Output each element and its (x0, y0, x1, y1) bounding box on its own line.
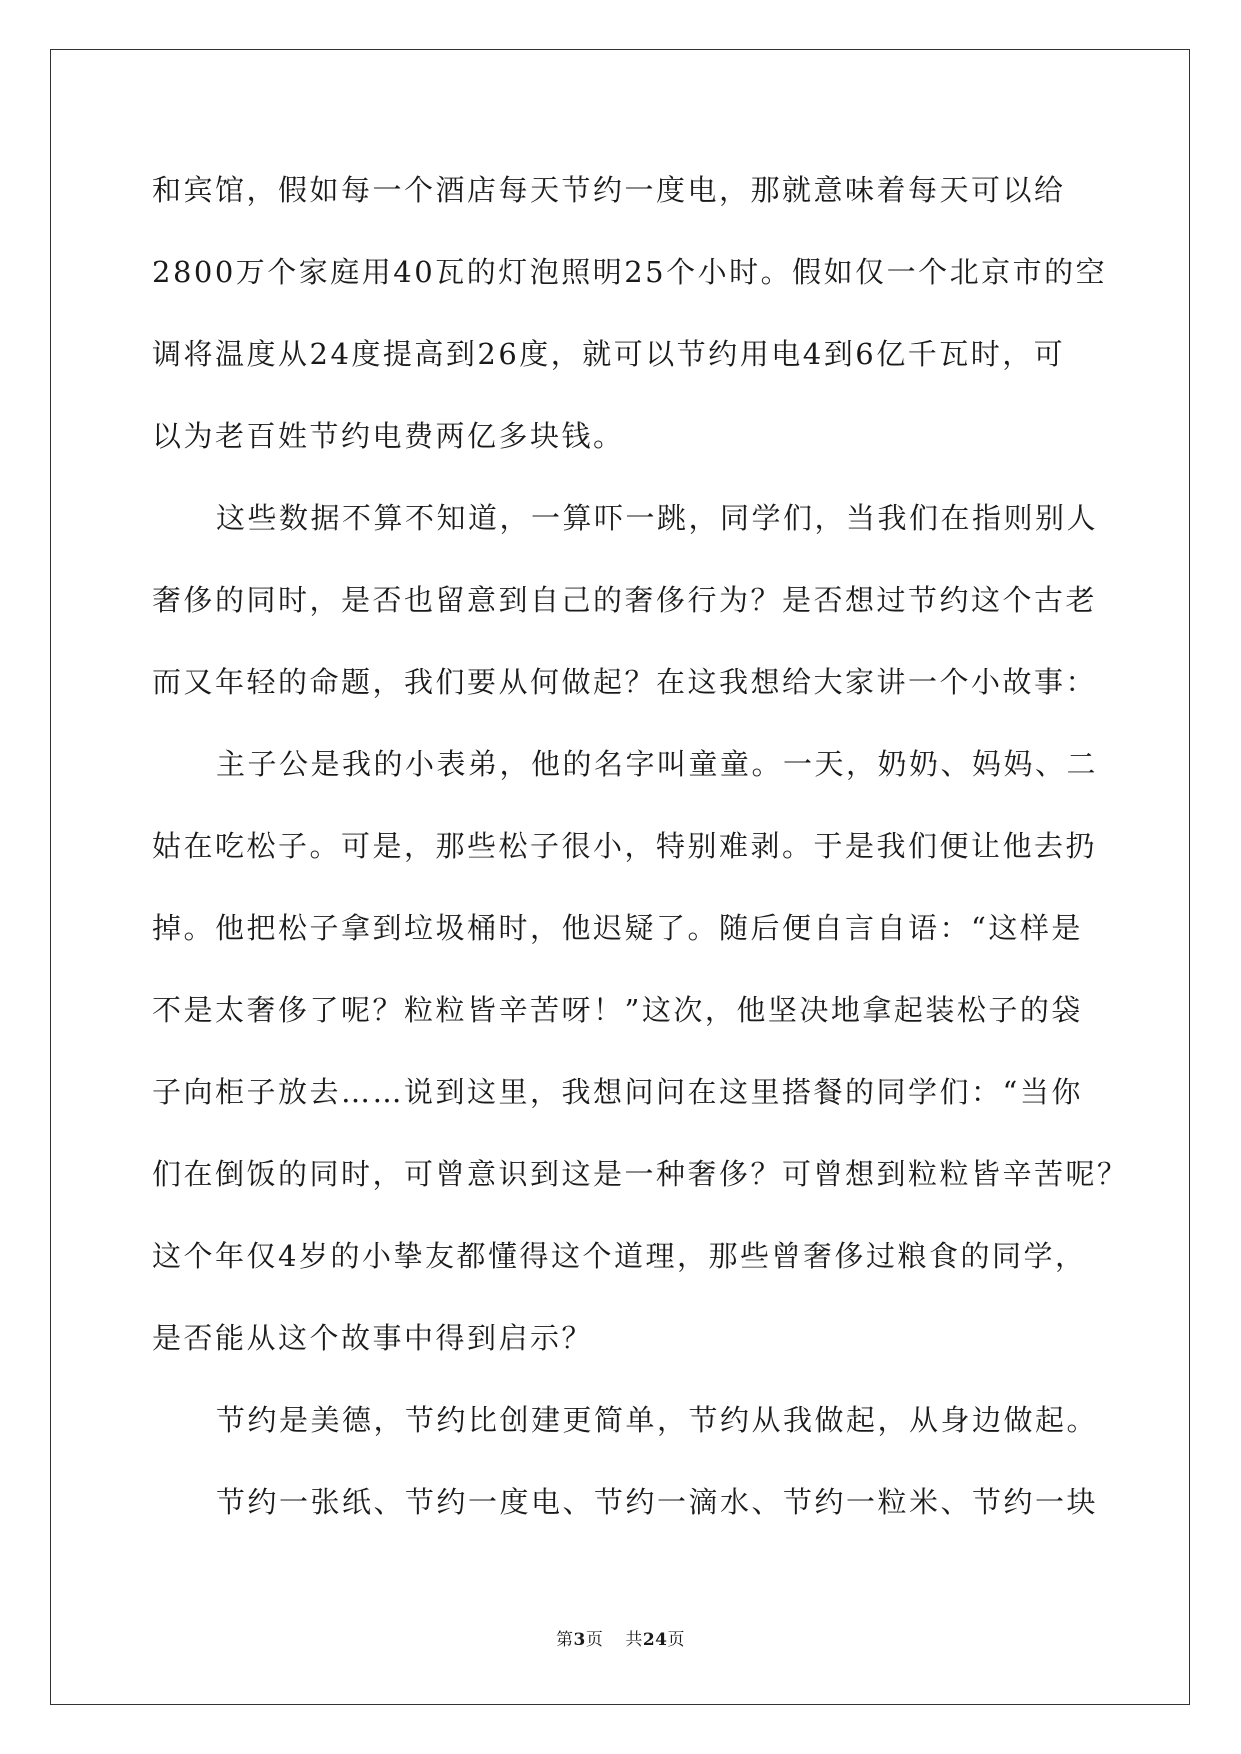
paragraph-start-line: 这些数据不算不知道，一算吓一跳，同学们，当我们在指则别人 (216, 501, 1099, 535)
text-line: 不是太奢侈了呢？粒粒皆辛苦呀！”这次，他坚决地拿起装松子的袋 (152, 993, 1083, 1027)
text-line: 是否能从这个故事中得到启示？ (152, 1321, 594, 1355)
document-body (152, 160, 1129, 1554)
paragraph-start-line: 主子公是我的小表弟，他的名字叫童童。一天，奶奶、妈妈、二 (216, 747, 1099, 781)
current-page-number: 3 (573, 1630, 586, 1650)
page-footer (0, 1625, 1241, 1650)
text-line: 和宾馆，假如每一个酒店每天节约一度电，那就意味着每天可以给 (152, 173, 1066, 207)
text-line: 们在倒饭的同时，可曾意识到这是一种奢侈？可曾想到粒粒皆辛苦呢？ (152, 1157, 1129, 1191)
text-line: 掉。他把松子拿到垃圾桶时，他迟疑了。随后便自言自语：“这样是 (152, 911, 1083, 945)
text-line: 子向柜子放去……说到这里，我想问问在这里搭餐的同学们：“当你 (152, 1075, 1083, 1109)
total-prefix: 共 (625, 1630, 643, 1650)
paragraph-start-line: 节约一张纸、节约一度电、节约一滴水、节约一粒米、节约一块 (216, 1485, 1099, 1519)
total-pages-number: 24 (642, 1630, 668, 1650)
text-line: 以为老百姓节约电费两亿多块钱。 (152, 419, 625, 453)
page-prefix: 第 (555, 1630, 574, 1650)
total-suffix: 页 (667, 1630, 685, 1650)
text-line: 这个年仅4岁的小挚友都懂得这个道理，那些曾奢侈过粮食的同学， (152, 1239, 1087, 1273)
text-line: 姑在吃松子。可是，那些松子很小，特别难剥。于是我们便让他去扔 (152, 829, 1098, 863)
page-suffix: 页 (585, 1630, 604, 1650)
text-line: 而又年轻的命题，我们要从何做起？在这我想给大家讲一个小故事： (152, 665, 1098, 699)
text-line: 奢侈的同时，是否也留意到自己的奢侈行为？是否想过节约这个古老 (152, 583, 1098, 617)
paragraph-start-line: 节约是美德，节约比创建更简单，节约从我做起，从身边做起。 (216, 1403, 1099, 1437)
text-line: 2800万个家庭用40瓦的灯泡照明25个小时。假如仅一个北京市的空 (152, 255, 1108, 289)
text-line: 调将温度从24度提高到26度，就可以节约用电4到6亿千瓦时，可 (152, 337, 1066, 371)
